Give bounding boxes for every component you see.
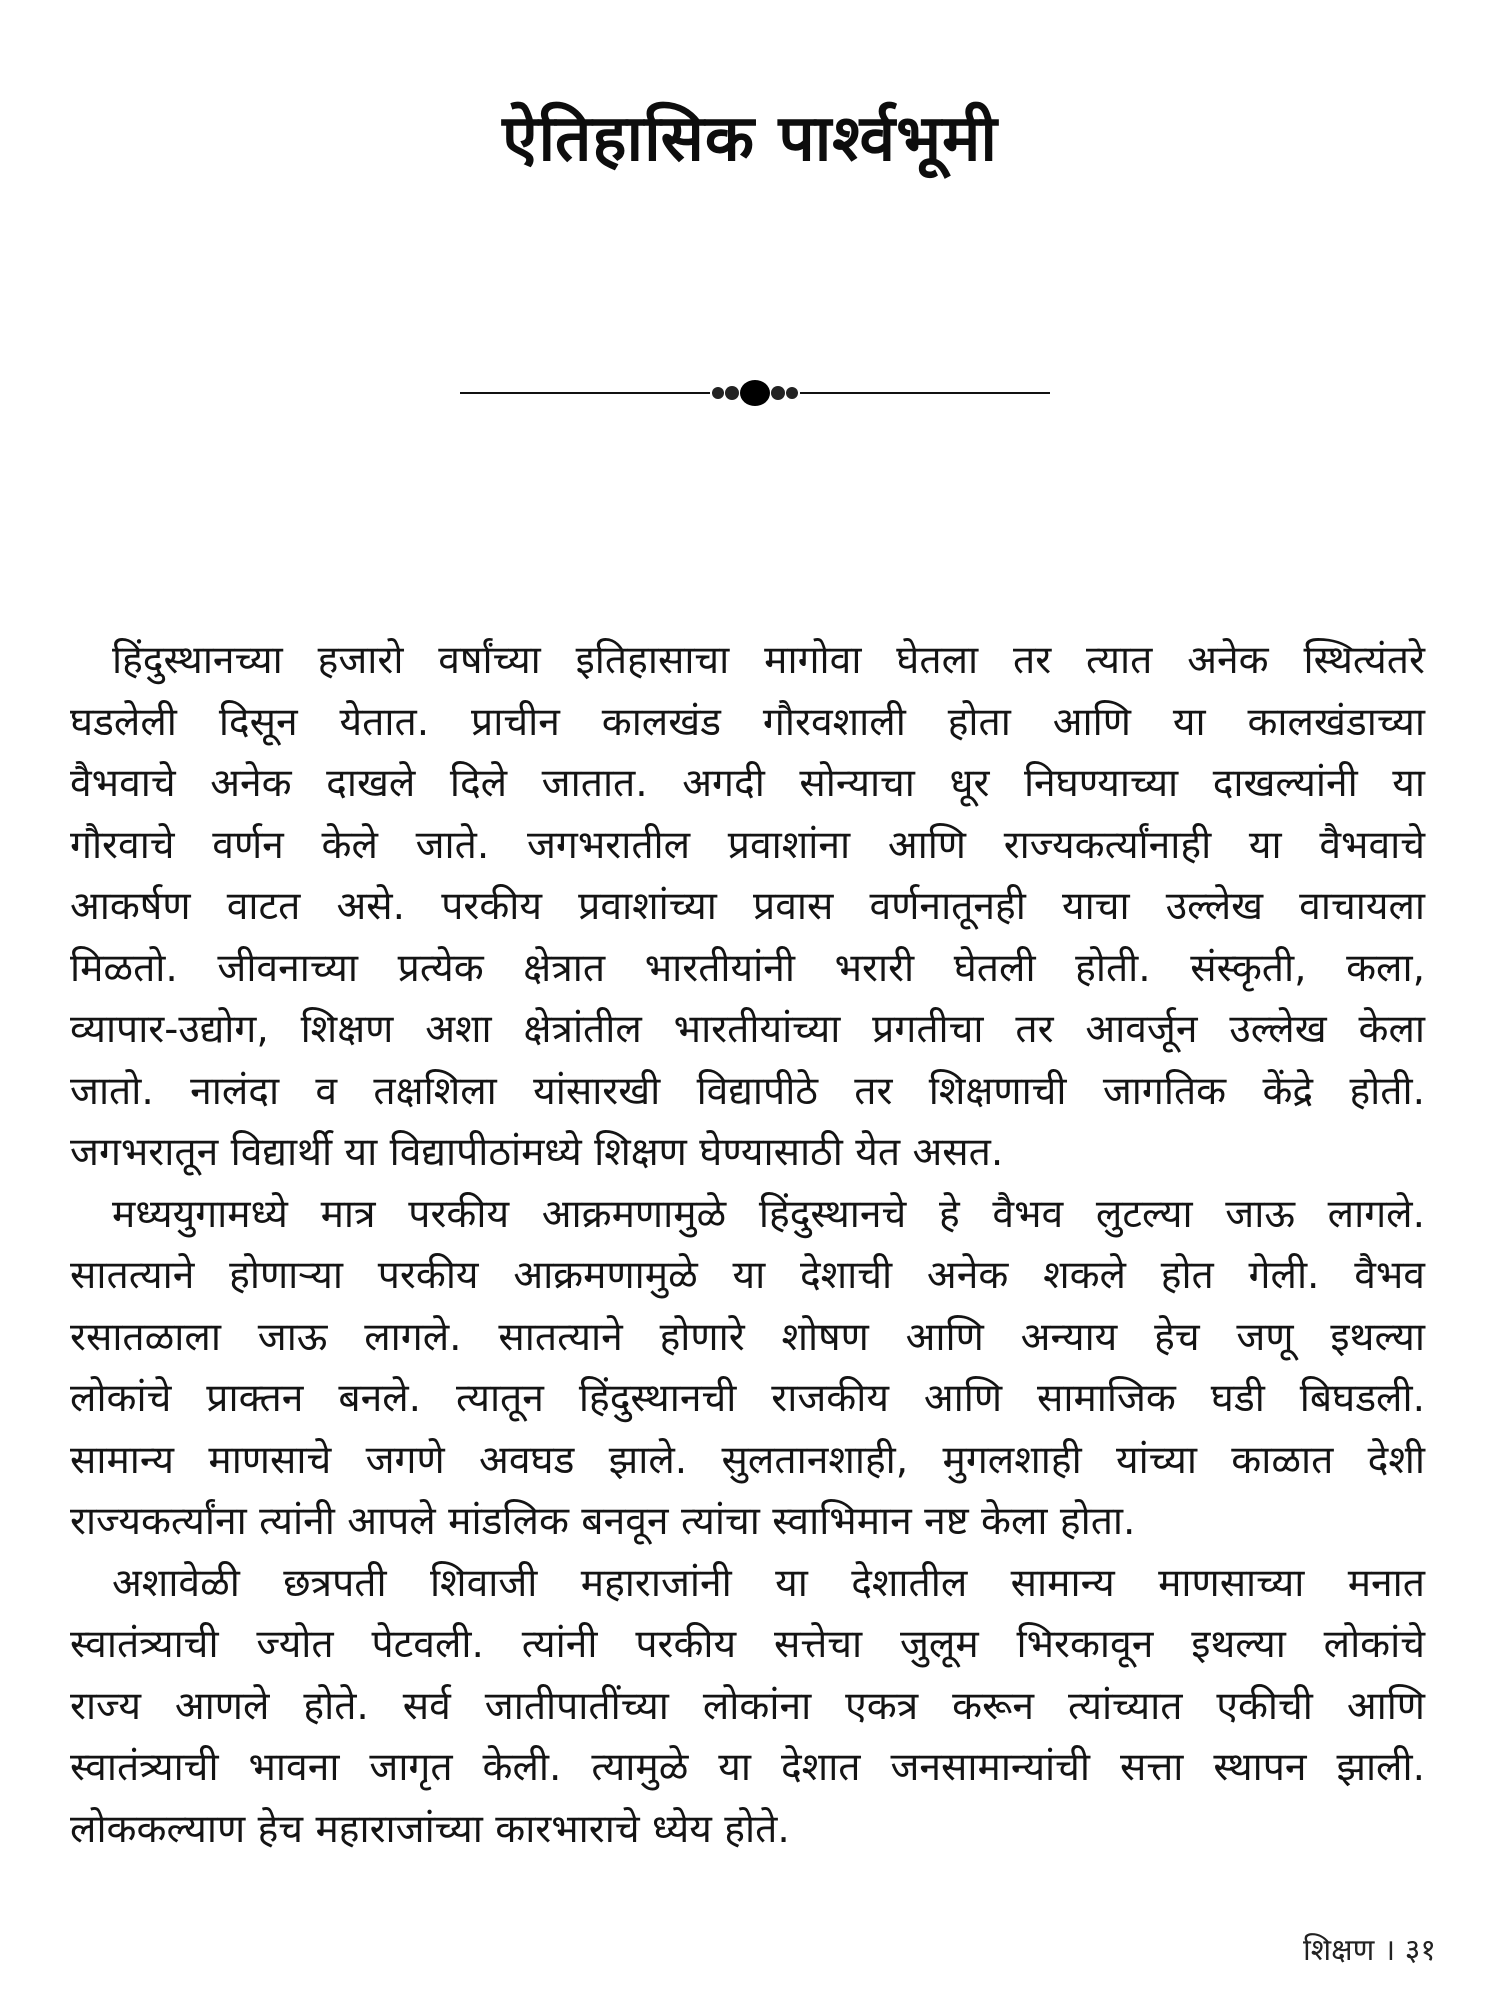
ornament-divider — [460, 376, 1050, 410]
page-title: ऐतिहासिक पार्श्वभूमी — [502, 102, 998, 176]
page-footer: शिक्षण । ३१ — [1302, 1933, 1436, 1968]
text-line: सातत्याने होणाऱ्या परकीय आक्रमणामुळे या देशाची अनेक शकले होत गेली. वैभव — [70, 1253, 1425, 1298]
text-line: गौरवाचे वर्णन केले जाते. जगभरातील प्रवाशांना आणि राज्यकर्त्यांनाही या वैभवाचे — [70, 822, 1425, 868]
text-line: रसातळाला जाऊ लागले. सातत्याने होणारे शोषण आणि अन्याय हेच जणू इथल्या — [70, 1314, 1425, 1360]
text-line: लोकांचे प्राक्तन बनले. त्यातून हिंदुस्थानची राजकीय आणि सामाजिक घडी बिघडली. — [70, 1376, 1425, 1421]
body-text — [70, 630, 1425, 1860]
text-line: वैभवाचे अनेक दाखले दिले जातात. अगदी सोन्याचा धूर निघण्याच्या दाखल्यांनी या — [70, 761, 1425, 806]
paragraph — [70, 1184, 1425, 1553]
text-line: जगभरातून विद्यार्थी या विद्यापीठांमध्ये शिक्षण घेण्यासाठी येत असत. — [70, 1130, 1004, 1175]
text-line: राज्यकर्त्यांना त्यांनी आपले मांडलिक बनवून त्यांचा स्वाभिमान नष्ट केला होता. — [70, 1499, 1136, 1544]
text-line: आकर्षण वाटत असे. परकीय प्रवाशांच्या प्रवास वर्णनातूनही याचा उल्लेख वाचायला — [70, 884, 1425, 929]
text-line: लोककल्याण हेच महाराजांच्या कारभाराचे ध्येय होते. — [70, 1806, 790, 1852]
text-line: अशावेळी छत्रपती शिवाजी महाराजांनी या देशातील सामान्य माणसाच्या मनात — [112, 1560, 1425, 1606]
text-line: मध्ययुगामध्ये मात्र परकीय आक्रमणामुळे हिंदुस्थानचे हे वैभव लुटल्या जाऊ लागले. — [112, 1191, 1425, 1237]
text-line: स्वातंत्र्याची ज्योत पेटवली. त्यांनी परकीय सत्तेचा जुलूम भिरकावून इथल्या लोकांचे — [70, 1622, 1425, 1667]
paragraph — [70, 1553, 1425, 1861]
text-line: राज्य आणले होते. सर्व जातीपातींच्या लोकांना एकत्र करून त्यांच्यात एकीची आणि — [70, 1683, 1425, 1729]
text-line: जातो. नालंदा व तक्षशिला यांसारखी विद्यापीठे तर शिक्षणाची जागतिक केंद्रे होती. — [70, 1068, 1425, 1114]
text-line: व्यापार-उद्योग, शिक्षण अशा क्षेत्रांतील भारतीयांच्या प्रगतीचा तर आवर्जून उल्लेख केला — [70, 1007, 1425, 1052]
text-line: स्वातंत्र्याची भावना जागृत केली. त्यामुळे या देशात जनसामान्यांची सत्ता स्थापन झाली. — [70, 1745, 1425, 1790]
text-line: मिळतो. जीवनाच्या प्रत्येक क्षेत्रात भारतीयांनी भरारी घेतली होती. संस्कृती, कला, — [70, 945, 1425, 991]
text-line: घडलेली दिसून येतात. प्राचीन कालखंड गौरवशाली होता आणि या कालखंडाच्या — [70, 699, 1425, 745]
paragraph — [70, 630, 1425, 1184]
text-line: सामान्य माणसाचे जगणे अवघड झाले. सुलतानशाही, मुगलशाही यांच्या काळात देशी — [70, 1437, 1425, 1483]
text-line: हिंदुस्थानच्या हजारो वर्षांच्या इतिहासाचा मागोवा घेतला तर त्यात अनेक स्थित्यंतरे — [112, 638, 1425, 683]
